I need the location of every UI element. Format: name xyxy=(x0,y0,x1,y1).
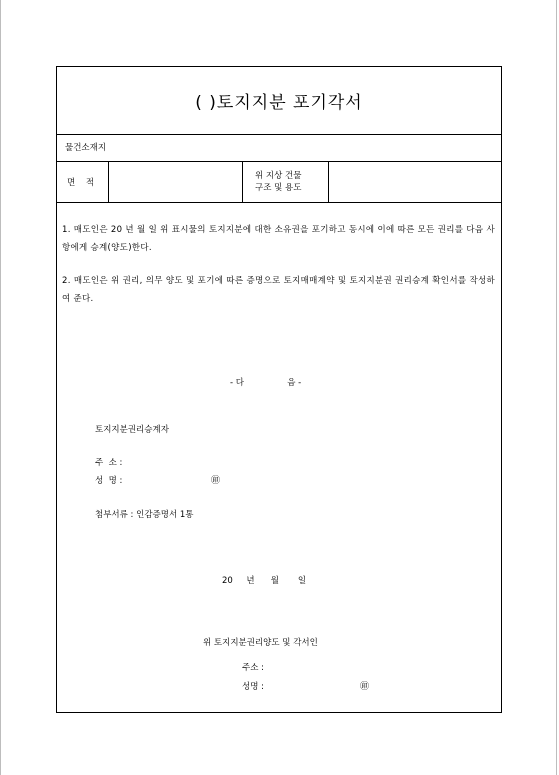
attachment-note: 첨부서류 : 인감증명서 1통 xyxy=(95,510,194,520)
area-label: 면 적 xyxy=(57,162,109,202)
building-label-line2: 구조 및 용도 xyxy=(255,183,302,193)
successor-address: 주 소 : xyxy=(95,458,123,468)
successor-name: 성 명 : xyxy=(95,476,123,486)
date-line: 20 년 월 일 xyxy=(222,576,307,586)
document-title: ( )토지지분 포기각서 xyxy=(57,67,501,135)
property-address-label: 물건소재지 xyxy=(57,134,501,162)
successor-seal-icon: ㊞ xyxy=(211,476,221,486)
signer-address: 주소 : xyxy=(242,663,264,673)
document-form xyxy=(56,66,502,713)
paragraph-1: 1. 매도인은 20 년 월 일 위 표시물의 토지지분에 대한 소유권을 포기하고 동시에 이에 따른 모든 권리를 다음 사항에게 승계(양도)한다. xyxy=(62,225,495,253)
signer-label: 위 토지지분권리양도 및 각서인 xyxy=(203,638,318,648)
signer-seal-icon: ㊞ xyxy=(360,682,370,692)
successor-label: 토지지분권리승계자 xyxy=(95,425,169,435)
building-label-line1: 위 지상 건물 xyxy=(255,171,302,181)
building-value-cell xyxy=(329,162,501,202)
building-label xyxy=(243,162,329,202)
heading-next: - 다 음 - xyxy=(230,378,302,388)
signer-name: 성명 : xyxy=(242,682,264,692)
info-row xyxy=(57,162,501,203)
paragraph-2: 2. 매도인은 위 권리, 의무 양도 및 포기에 따른 증명으로 토지매매계약 및 토지지분권 권리승계 확인서를 작성하여 준다. xyxy=(62,276,495,304)
area-value-cell xyxy=(109,162,243,202)
